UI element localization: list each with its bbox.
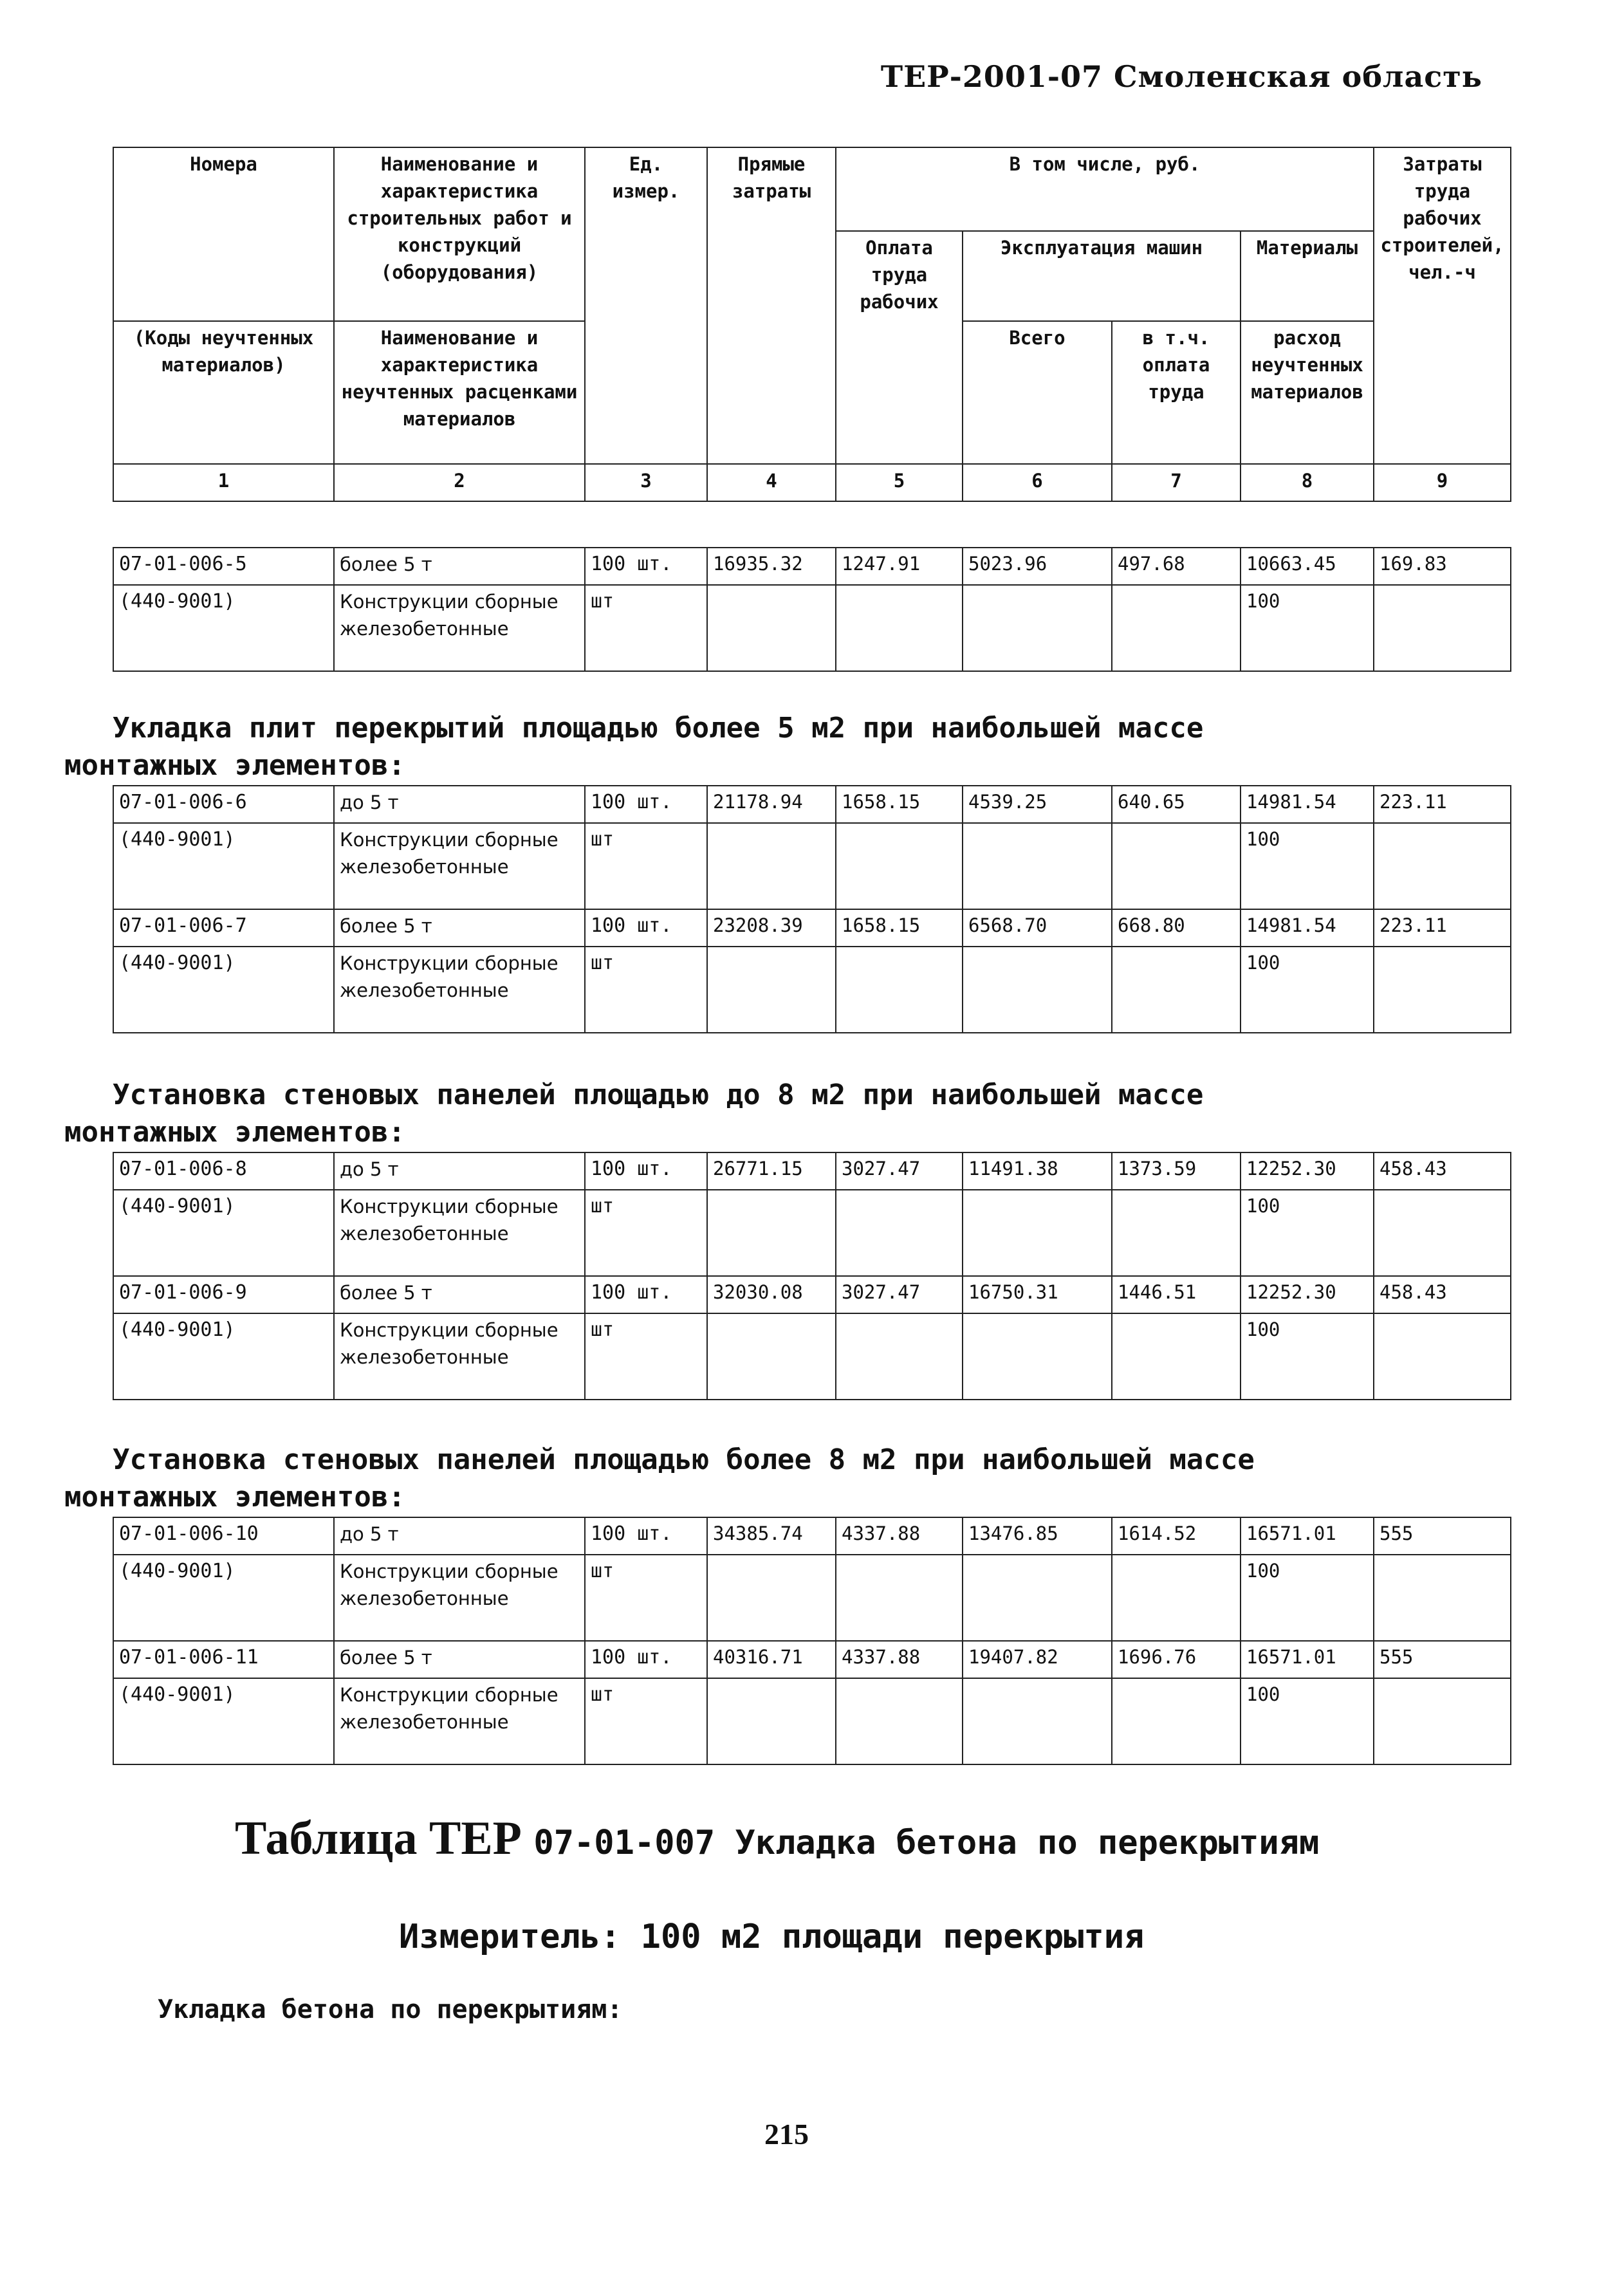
row-direct-cost bbox=[707, 1190, 836, 1276]
row-machines-labor: 1614.52 bbox=[1112, 1517, 1241, 1555]
row-labor-hours bbox=[1374, 823, 1511, 909]
row-materials: 16571.01 bbox=[1241, 1641, 1374, 1678]
row-unit: шт bbox=[585, 1190, 707, 1276]
row-code: 07-01-006-8 bbox=[113, 1152, 334, 1190]
col-name-label: Наименование и характеристика строительных работ и конструкций (оборудования) bbox=[334, 147, 585, 321]
subsection-heading: Укладка бетона по перекрытиям: bbox=[158, 1995, 623, 2024]
row-labor-pay bbox=[836, 1678, 963, 1764]
row-labor-pay bbox=[836, 823, 963, 909]
row-code: 07-01-006-11 bbox=[113, 1641, 334, 1678]
row-materials: 100 bbox=[1241, 1313, 1374, 1400]
table-row bbox=[113, 1641, 1511, 1678]
row-name: до 5 т bbox=[334, 786, 585, 823]
row-labor-hours bbox=[1374, 585, 1511, 671]
row-labor-hours bbox=[1374, 1678, 1511, 1764]
row-labor-pay bbox=[836, 585, 963, 671]
row-machines-total: 5023.96 bbox=[963, 548, 1112, 585]
col-number: 7 bbox=[1112, 464, 1241, 501]
price-table-block bbox=[113, 1152, 1511, 1400]
row-unit: 100 шт. bbox=[585, 548, 707, 585]
col-number: 2 bbox=[334, 464, 585, 501]
row-unit: шт bbox=[585, 585, 707, 671]
row-machines-total: 19407.82 bbox=[963, 1641, 1112, 1678]
row-materials: 100 bbox=[1241, 823, 1374, 909]
col-machines-total-label: Всего bbox=[963, 321, 1112, 464]
row-materials: 16571.01 bbox=[1241, 1517, 1374, 1555]
row-direct-cost: 34385.74 bbox=[707, 1517, 836, 1555]
row-materials: 100 bbox=[1241, 1555, 1374, 1641]
row-unit: шт bbox=[585, 947, 707, 1033]
row-labor-pay bbox=[836, 1555, 963, 1641]
row-machines-labor: 1696.76 bbox=[1112, 1641, 1241, 1678]
row-code: (440-9001) bbox=[113, 1313, 334, 1400]
row-unit: шт bbox=[585, 823, 707, 909]
row-machines-total: 11491.38 bbox=[963, 1152, 1112, 1190]
row-unit: шт bbox=[585, 1678, 707, 1764]
row-code: (440-9001) bbox=[113, 585, 334, 671]
col-number: 4 bbox=[707, 464, 836, 501]
row-labor-pay: 1247.91 bbox=[836, 548, 963, 585]
row-labor-hours: 555 bbox=[1374, 1517, 1511, 1555]
row-name: Конструкции сборные железобетонные bbox=[334, 1190, 585, 1276]
table-row bbox=[113, 823, 1511, 909]
row-code: (440-9001) bbox=[113, 1678, 334, 1764]
row-direct-cost bbox=[707, 1678, 836, 1764]
row-machines-total bbox=[963, 1190, 1112, 1276]
section-heading-line: Установка стеновых панелей площадью до 8 м2 при наибольшей массе bbox=[113, 1078, 1204, 1111]
section-heading-line: Установка стеновых панелей площадью более 8 м2 при наибольшей массе bbox=[113, 1443, 1255, 1476]
row-direct-cost bbox=[707, 585, 836, 671]
row-name: Конструкции сборные железобетонные bbox=[334, 1555, 585, 1641]
table-title-prefix: Таблица ТЕР bbox=[235, 1812, 522, 1865]
row-labor-hours: 223.11 bbox=[1374, 786, 1511, 823]
table-row bbox=[113, 1313, 1511, 1400]
price-table-block bbox=[113, 785, 1511, 1033]
row-materials: 14981.54 bbox=[1241, 786, 1374, 823]
row-name: до 5 т bbox=[334, 1517, 585, 1555]
row-machines-total: 4539.25 bbox=[963, 786, 1112, 823]
row-machines-labor bbox=[1112, 1190, 1241, 1276]
row-machines-total: 16750.31 bbox=[963, 1276, 1112, 1313]
section-heading-line: монтажных элементов: bbox=[64, 1116, 405, 1149]
row-labor-pay bbox=[836, 1190, 963, 1276]
table-row bbox=[113, 1276, 1511, 1313]
section-heading-line: монтажных элементов: bbox=[64, 749, 405, 782]
row-labor-hours: 458.43 bbox=[1374, 1276, 1511, 1313]
row-labor-hours: 458.43 bbox=[1374, 1152, 1511, 1190]
page-header-title: ТЕР-2001-07 Смоленская область bbox=[880, 59, 1482, 94]
row-machines-total bbox=[963, 947, 1112, 1033]
row-labor-pay bbox=[836, 1313, 963, 1400]
row-machines-total bbox=[963, 823, 1112, 909]
table-row bbox=[113, 1678, 1511, 1764]
table-row bbox=[113, 909, 1511, 947]
row-materials: 12252.30 bbox=[1241, 1276, 1374, 1313]
row-machines-labor bbox=[1112, 585, 1241, 671]
section-heading bbox=[64, 1077, 1464, 1151]
row-direct-cost: 40316.71 bbox=[707, 1641, 836, 1678]
table-row bbox=[113, 585, 1511, 671]
table-title-text: 07-01-007 Укладка бетона по перекрытиям bbox=[533, 1824, 1320, 1862]
col-unit-label: Ед. измер. bbox=[585, 147, 707, 464]
row-machines-total bbox=[963, 1678, 1112, 1764]
row-labor-pay: 3027.47 bbox=[836, 1276, 963, 1313]
col-machines-labor-label: в т.ч. оплата труда bbox=[1112, 321, 1241, 464]
section-heading-line: Укладка плит перекрытий площадью более 5 м2 при наибольшей массе bbox=[113, 712, 1204, 745]
row-machines-labor: 1373.59 bbox=[1112, 1152, 1241, 1190]
row-materials: 14981.54 bbox=[1241, 909, 1374, 947]
page-number: 215 bbox=[764, 2118, 809, 2151]
col-number: 9 bbox=[1374, 464, 1511, 501]
row-code: (440-9001) bbox=[113, 1190, 334, 1276]
row-code: 07-01-006-5 bbox=[113, 548, 334, 585]
row-labor-pay bbox=[836, 947, 963, 1033]
row-machines-labor bbox=[1112, 1313, 1241, 1400]
col-number: 1 bbox=[113, 464, 334, 501]
table-row bbox=[113, 1555, 1511, 1641]
column-header-table bbox=[113, 147, 1511, 502]
row-direct-cost: 32030.08 bbox=[707, 1276, 836, 1313]
row-name: более 5 т bbox=[334, 1641, 585, 1678]
row-direct-cost bbox=[707, 1555, 836, 1641]
section-heading-line: монтажных элементов: bbox=[64, 1481, 405, 1513]
row-unit: 100 шт. bbox=[585, 1517, 707, 1555]
row-machines-labor bbox=[1112, 1555, 1241, 1641]
row-labor-hours: 223.11 bbox=[1374, 909, 1511, 947]
row-name: Конструкции сборные железобетонные bbox=[334, 1678, 585, 1764]
row-machines-total bbox=[963, 1313, 1112, 1400]
table-row bbox=[113, 1517, 1511, 1555]
col-machines-label: Эксплуатация машин bbox=[963, 231, 1241, 321]
row-machines-total: 13476.85 bbox=[963, 1517, 1112, 1555]
row-code: 07-01-006-7 bbox=[113, 909, 334, 947]
row-materials: 10663.45 bbox=[1241, 548, 1374, 585]
table-row bbox=[113, 786, 1511, 823]
row-labor-hours bbox=[1374, 1555, 1511, 1641]
row-labor-hours: 555 bbox=[1374, 1641, 1511, 1678]
section-heading bbox=[64, 710, 1464, 784]
row-materials: 100 bbox=[1241, 1190, 1374, 1276]
row-name: более 5 т bbox=[334, 909, 585, 947]
col-number: 5 bbox=[836, 464, 963, 501]
col-numbers-label: Номера bbox=[113, 147, 334, 321]
row-code: (440-9001) bbox=[113, 1555, 334, 1641]
col-number: 6 bbox=[963, 464, 1112, 501]
row-unit: 100 шт. bbox=[585, 1152, 707, 1190]
row-direct-cost: 21178.94 bbox=[707, 786, 836, 823]
table-row bbox=[113, 548, 1511, 585]
col-labor-hours-label: Затраты труда рабочих строителей, чел.-ч bbox=[1374, 147, 1511, 464]
col-labor-pay-label: Оплата труда рабочих bbox=[836, 231, 963, 464]
row-labor-pay: 4337.88 bbox=[836, 1517, 963, 1555]
table-row bbox=[113, 947, 1511, 1033]
row-labor-pay: 1658.15 bbox=[836, 909, 963, 947]
row-materials: 100 bbox=[1241, 1678, 1374, 1764]
row-machines-labor: 640.65 bbox=[1112, 786, 1241, 823]
row-machines-labor: 497.68 bbox=[1112, 548, 1241, 585]
row-name: более 5 т bbox=[334, 1276, 585, 1313]
row-materials: 12252.30 bbox=[1241, 1152, 1374, 1190]
row-machines-labor bbox=[1112, 947, 1241, 1033]
table-row bbox=[113, 1152, 1511, 1190]
row-direct-cost: 23208.39 bbox=[707, 909, 836, 947]
measure-unit: Измеритель: 100 м2 площади перекрытия bbox=[399, 1918, 1145, 1956]
row-labor-pay: 3027.47 bbox=[836, 1152, 963, 1190]
row-code: (440-9001) bbox=[113, 823, 334, 909]
row-code: 07-01-006-6 bbox=[113, 786, 334, 823]
row-machines-labor: 1446.51 bbox=[1112, 1276, 1241, 1313]
col-direct-label: Прямые затраты bbox=[707, 147, 836, 464]
row-materials: 100 bbox=[1241, 947, 1374, 1033]
row-labor-pay: 1658.15 bbox=[836, 786, 963, 823]
row-direct-cost bbox=[707, 1313, 836, 1400]
row-name: до 5 т bbox=[334, 1152, 585, 1190]
row-machines-total bbox=[963, 1555, 1112, 1641]
row-name: Конструкции сборные железобетонные bbox=[334, 585, 585, 671]
row-labor-pay: 4337.88 bbox=[836, 1641, 963, 1678]
row-name: Конструкции сборные железобетонные bbox=[334, 823, 585, 909]
row-name: Конструкции сборные железобетонные bbox=[334, 1313, 585, 1400]
row-name: Конструкции сборные железобетонные bbox=[334, 947, 585, 1033]
row-unit: 100 шт. bbox=[585, 1641, 707, 1678]
row-unit: шт bbox=[585, 1555, 707, 1641]
row-direct-cost: 26771.15 bbox=[707, 1152, 836, 1190]
price-table-block bbox=[113, 547, 1511, 672]
table-row bbox=[113, 1190, 1511, 1276]
row-unit: 100 шт. bbox=[585, 786, 707, 823]
row-direct-cost bbox=[707, 823, 836, 909]
row-materials: 100 bbox=[1241, 585, 1374, 671]
row-machines-total: 6568.70 bbox=[963, 909, 1112, 947]
row-code: 07-01-006-10 bbox=[113, 1517, 334, 1555]
row-direct-cost bbox=[707, 947, 836, 1033]
row-unit: шт bbox=[585, 1313, 707, 1400]
row-machines-labor bbox=[1112, 823, 1241, 909]
table-title bbox=[235, 1811, 1319, 1866]
col-number: 3 bbox=[585, 464, 707, 501]
row-machines-labor: 668.80 bbox=[1112, 909, 1241, 947]
row-direct-cost: 16935.32 bbox=[707, 548, 836, 585]
row-machines-total bbox=[963, 585, 1112, 671]
row-labor-hours bbox=[1374, 1313, 1511, 1400]
row-labor-hours bbox=[1374, 947, 1511, 1033]
col-unaccounted-name-label: Наименование и характеристика неучтенных расценками материалов bbox=[334, 321, 585, 464]
row-labor-hours: 169.83 bbox=[1374, 548, 1511, 585]
col-materials-unacc-label: расход неучтенных материалов bbox=[1241, 321, 1374, 464]
row-code: 07-01-006-9 bbox=[113, 1276, 334, 1313]
col-materials-label: Материалы bbox=[1241, 231, 1374, 321]
col-number: 8 bbox=[1241, 464, 1374, 501]
col-codes-label: (Коды неучтенных материалов) bbox=[113, 321, 334, 464]
row-machines-labor bbox=[1112, 1678, 1241, 1764]
row-unit: 100 шт. bbox=[585, 909, 707, 947]
row-code: (440-9001) bbox=[113, 947, 334, 1033]
section-heading bbox=[64, 1441, 1464, 1516]
col-group-label: В том числе, руб. bbox=[836, 147, 1374, 231]
row-unit: 100 шт. bbox=[585, 1276, 707, 1313]
price-table-block bbox=[113, 1517, 1511, 1765]
row-labor-hours bbox=[1374, 1190, 1511, 1276]
row-name: более 5 т bbox=[334, 548, 585, 585]
